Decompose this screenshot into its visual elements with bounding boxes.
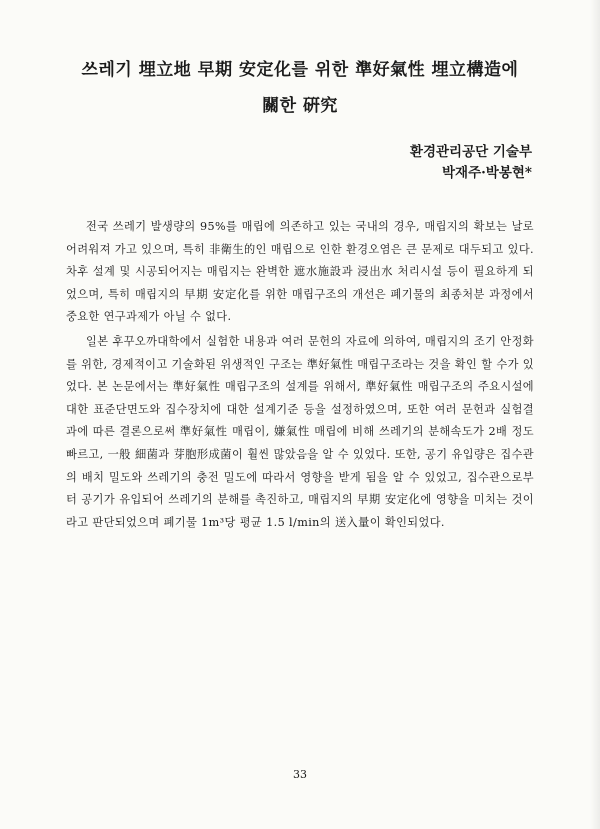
title-line-2: 關한 硏究 xyxy=(262,96,338,116)
title-line-1: 쓰레기 埋立地 早期 安定化를 위한 準好氣性 埋立構造에 xyxy=(81,60,519,80)
affiliation: 환경관리공단 기술부 xyxy=(409,144,532,160)
paper-title xyxy=(40,52,560,124)
page-number: 33 xyxy=(293,768,307,781)
abstract-paragraph-2: 일본 후꾸오까대학에서 실험한 내용과 여러 문헌의 자료에 의하여, 매립지의 조기 안정화를 위한, 경제적이고 기술화된 위생적인 구조는 準好氣性 매립구조라는 것을 확인 할 수가 있었다. 본 논문에서는 準好氣性 매립구조의 설계를 위해서, 準好氣性 매립구조의 주요시설에 대한 표준단면도와 집수장치에 대한 설계기준 등을 설정하였으며, 또한 여러 문헌과 실험결과에 따른 결론으로써 準好氣性 매립이, 嫌氣性 매립에 비해 쓰레기의 분해속도가 2배 정도 빠르고, 一般 細菌과 芽胞形成菌이 훨씬 많았음을 알 수 있었다. 또한, 공기 유입량은 집수관의 배치 밀도와 쓰레기의 충전 밀도에 따라서 영향을 받게 됨을 알 수 있었고, 집수관으로부터 공기가 유입되어 쓰레기의 분해를 촉진하고, 매립지의 早期 安定化에 영향을 미치는 것이라고 판단되었으며 폐기물 1m³당 평균 1.5 l/min의 送入量이 확인되었다. xyxy=(66,334,534,529)
author-names: 박재주·박봉현* xyxy=(441,165,532,181)
author-block xyxy=(410,142,532,184)
abstract-paragraph-1: 전국 쓰레기 발생량의 95%를 매립에 의존하고 있는 국내의 경우, 매립지의 확보는 날로 어려워져 가고 있으며, 특히 非衛生的인 매립으로 인한 환경오염은 큰 문제로 대두되고 있다. 차후 설계 및 시공되어지는 매립지는 완벽한 遮水施設과 浸出水 처리시설 등이 필요하게 되었으며, 특히 매립지의 早期 安定化를 위한 매립구조의 개선은 폐기물의 최종처분 과정에서 중요한 연구과제가 아닐 수 없다. xyxy=(66,220,534,324)
scan-edge-shadow xyxy=(590,0,600,829)
abstract-body xyxy=(66,216,534,534)
